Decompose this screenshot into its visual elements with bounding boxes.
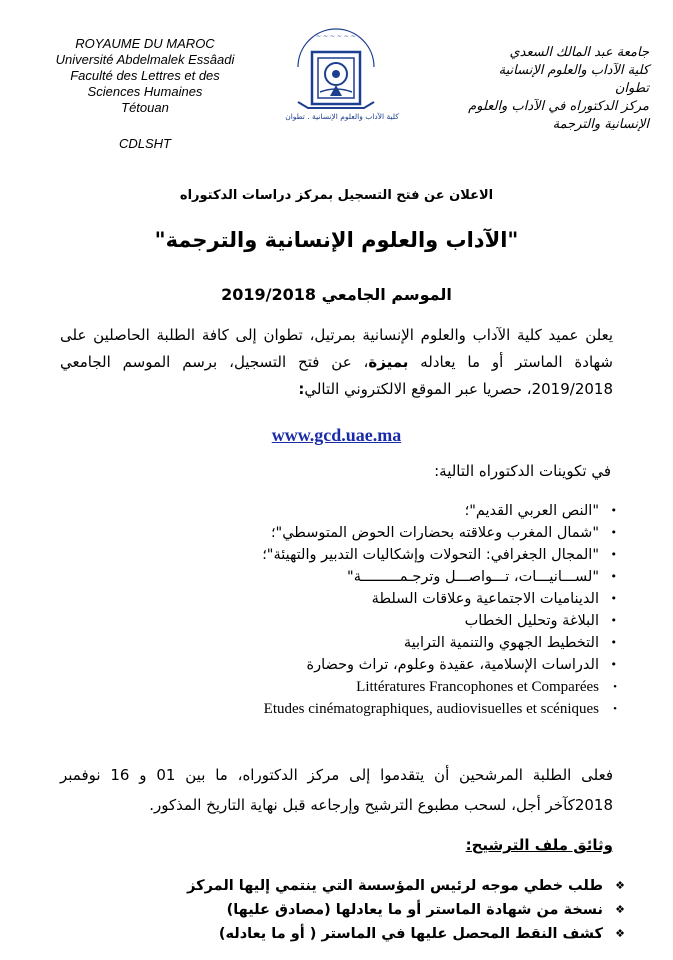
header-left-block (40, 36, 250, 152)
university-label-ar: جامعة عبد المالك السعدي (509, 45, 649, 60)
bullet-icon: • (610, 548, 617, 561)
bullet-icon: • (610, 526, 617, 539)
diamond-bullet-icon: ❖ (615, 879, 625, 892)
website-link[interactable]: www.gcd.uae.ma (271, 425, 402, 445)
list-item: ❖ طلب خطي موجه لرئيس المؤسسة التي ينتمي إليها المركز (65, 874, 625, 898)
list-item: • التخطيط الجهوي والتنمية الترابية (57, 632, 617, 654)
center-label-ar-2: الإنسانية والترجمة (552, 117, 649, 132)
bullet-icon: • (610, 636, 617, 649)
bullet-icon: • (610, 592, 617, 605)
faculty-label-1: Faculté des Lettres et des (70, 68, 220, 83)
announcement-title: الاعلان عن فتح التسجيل بمركز دراسات الدكتوراه (179, 188, 494, 203)
intro-text-1: يعلن عميد كلية الآداب والعلوم الإنسانية بمرتيل، تطوان إلى كافة الطلبة الحاصلين على شهادة الماستر أو ما يعادله (60, 326, 614, 371)
kingdom-label: ROYAUME DU MAROC (75, 36, 215, 51)
bullet-icon: • (610, 614, 617, 627)
list-item: • الدراسات الإسلامية، عقيدة وعلوم، تراث وحضارة (57, 654, 617, 676)
center-name-title: "الآداب والعلوم الإنسانية والترجمة" (154, 228, 519, 252)
center-code: CDLSHT (118, 136, 171, 151)
list-item: • "لســـانيـــات، تـــواصـــل وترجـمـــــــــة" (57, 566, 617, 588)
deadline-paragraph: فعلى الطلبة المرشحين أن يتقدموا إلى مركز الدكتوراه، ما بين 01 و 16 نوفمبر 2018كآخر أجل، لسحب مطبوع الترشيح وإرجاعه قبل نهاية التاريخ المذكور. (60, 766, 614, 814)
bullet-icon: • (613, 681, 617, 693)
logo-caption: كلية الآداب والعلوم الإنسانية . تطوان (285, 112, 399, 121)
website-line (0, 425, 673, 446)
university-label: Université Abdelmalek Essâadi (55, 52, 235, 67)
list-item: • Etudes cinématographiques, audiovisuelles et scéniques (57, 698, 617, 720)
list-item: ❖ كشف النقط المحصل عليها في الماستر ( أو ما يعادله) (65, 922, 625, 946)
list-item: • الديناميات الاجتماعية وعلاقات السلطة (57, 588, 617, 610)
documents-heading: وثائق ملف الترشيح: (465, 836, 613, 854)
faculty-label-ar: كلية الآداب والعلوم الإنسانية (498, 63, 649, 78)
list-item: • "النص العربي القديم"؛ (57, 500, 617, 522)
bullet-icon: • (613, 703, 617, 715)
faculty-label-2: Sciences Humaines (87, 84, 203, 99)
header-right-block (404, 44, 649, 134)
programs-list (57, 500, 617, 720)
intro-paragraph (60, 322, 613, 403)
list-item: • البلاغة وتحليل الخطاب (57, 610, 617, 632)
documents-list (65, 874, 625, 946)
svg-text:~ ~ ~ ~ ~ ~: ~ ~ ~ ~ ~ ~ (316, 33, 356, 40)
city-label-ar: تطوان (614, 81, 649, 96)
season-title: الموسم الجامعي 2019/2018 (221, 285, 452, 304)
faculty-logo (290, 22, 382, 122)
list-item: • "المجال الجغرافي: التحولات وإشكاليات التدبير والتهيئة"؛ (57, 544, 617, 566)
programs-heading: في تكوينات الدكتوراه التالية: (434, 462, 611, 480)
list-item: • Littératures Francophones et Comparées (57, 676, 617, 698)
diamond-bullet-icon: ❖ (615, 927, 625, 940)
bullet-icon: • (610, 658, 617, 671)
bullet-icon: • (610, 504, 617, 517)
intro-colon: : (298, 380, 305, 398)
diamond-bullet-icon: ❖ (615, 903, 625, 916)
bullet-icon: • (610, 570, 617, 583)
intro-bold-distinction: بميزة (368, 353, 409, 371)
list-item: ❖ نسخة من شهادة الماستر أو ما يعادلها (مصادق عليها) (65, 898, 625, 922)
city-label: Tétouan (121, 100, 169, 115)
intro-text-2: ، عن فتح التسجيل، برسم الموسم الجامعي 2019/2018، حصريا عبر الموقع الالكتروني التالي (60, 353, 613, 398)
center-label-ar-1: مركز الدكتوراه في الآداب والعلوم (468, 99, 649, 114)
faculty-logo-icon (290, 22, 382, 122)
list-item: • "شمال المغرب وعلاقته بحضارات الحوض المتوسطي"؛ (57, 522, 617, 544)
